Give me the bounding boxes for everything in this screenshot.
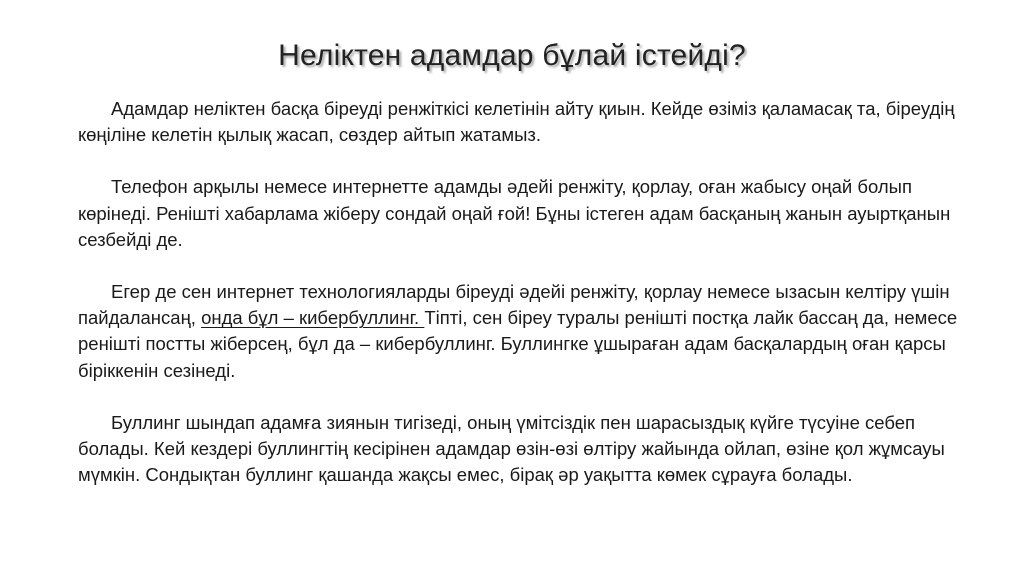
cyberbullying-definition-underlined: онда бұл – кибербуллинг. (201, 307, 425, 329)
paragraph-3-text-before: Егер де сен интернет технологияларды біреуді әдейі ренжіту, қорлау немесе ызасын келтіру үшін пайдалансаң, (78, 281, 950, 329)
paragraph-4: Буллинг шындап адамға зиянын тигізеді, оның үмітсіздік пен шарасыздық күйге түсуіне себеп болады. Кей кездері буллингтің кесірінен адамдар өзін-өзі өлтіру жайында ойлап, өзіне қол жұмсауы мүмкін. Сондықтан буллинг қашанда жақсы емес, бірақ әр уақытта көмек сұрауға болады. (78, 411, 945, 486)
paragraph-2: Телефон арқылы немесе интернетте адамды әдейі ренжіту, қорлау, оған жабысу оңай болып көрінеді. Ренішті хабарлама жіберу сондай оңай ғой! Бұны істеген адам басқаның жанын ауыртқанын сезбейді де. (78, 176, 951, 250)
slide-title: Неліктен адамдар бұлай істейді? (278, 39, 746, 72)
slide-body (78, 96, 968, 488)
paragraph-1: Адамдар неліктен басқа біреуді ренжіткісі келетінін айту қиын. Кейде өзіміз қаламасақ та, біреудің көңіліне келетін қылық жасап, сөздер айтып жатамыз. (78, 98, 955, 146)
paragraph-3 (78, 279, 968, 384)
paragraph-3-text-after: Тіпті, сен біреу туралы ренішті постқа лайк бассаң да, немесе ренішті постты жіберсең, бұл да – кибербуллинг. Буллингке ұшыраған адам басқалардың оған қарсы біріккенін сезінеді. (78, 307, 958, 381)
